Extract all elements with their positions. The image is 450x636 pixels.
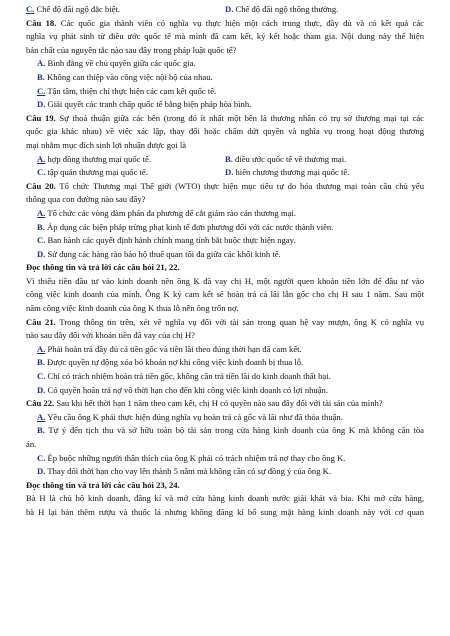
option-text: Áp dụng các biện pháp trừng phạt kinh tế đơn phương đối với các nước thành viên.	[44, 221, 334, 232]
q17-options-row	[26, 3, 424, 17]
option-letter: B.	[37, 357, 45, 368]
q19-option-d	[225, 166, 349, 180]
option-text: điều ước quốc tế về thương mại.	[232, 153, 347, 164]
option-text: Ép buộc những người thân thích của ông K phải có trách nhiệm trả nợ thay cho ông K.	[45, 452, 346, 463]
option-letter: A.	[37, 58, 46, 69]
option-letter: D.	[37, 248, 46, 259]
q22-stem-line-1	[26, 397, 424, 411]
option-text: Tự ý đến tịch thu và sở hữu toàn bộ tài sản trong cửa hàng kinh doanh của ông K mà không cần tòa	[44, 425, 424, 436]
option-letter: B.	[225, 153, 233, 164]
section-heading-23-24: Đọc thông tin và trả lời các câu hỏi 23, 24.	[26, 479, 180, 490]
q19-stem-line-1	[26, 112, 424, 126]
q21-option-a	[26, 343, 424, 357]
q20-option-d	[26, 248, 424, 262]
option-text: hợp đồng thương mại quốc tế.	[45, 153, 151, 164]
question-label: Câu 19.	[26, 112, 56, 123]
option-text: Phải hoàn trả đầy đủ cả tiền gốc và tiền lãi theo đúng thời hạn đã cam kết.	[45, 343, 302, 354]
section1-body-line-3: năm công việc kinh doanh của ông K thua lỗ nên ông trốn nợ.	[26, 303, 239, 314]
question-label: Câu 22.	[26, 398, 55, 409]
option-text: Giải quyết các tranh chấp quốc tế bằng biện pháp hòa bình.	[45, 99, 252, 110]
option-letter: A.	[37, 207, 46, 218]
q18-option-b	[26, 71, 424, 85]
option-text: Bình đẳng về chủ quyền giữa các quốc gia.	[45, 58, 196, 69]
q22-option-b	[26, 424, 424, 438]
option-letter: C.	[37, 167, 46, 178]
q18-option-c	[26, 85, 424, 99]
q18-option-d	[26, 98, 424, 112]
option-letter: C.	[37, 452, 46, 463]
option-letter: C.	[26, 4, 35, 14]
q18-option-a	[26, 57, 424, 71]
question-label: Câu 20.	[26, 180, 56, 191]
q19-stem-line-2: quốc gia khác nhau) về việc xác lập, thay đổi hoặc chấm dứt quyền và nghĩa vụ trong hoạt động thương	[26, 126, 424, 137]
q21-stem-line-1	[26, 316, 424, 330]
q18-stem-line-2: nghĩa vụ phát sinh từ điều ước quốc tế mà mình đã cam kết, ký kết hoặc tham gia. Nội dung này thể hiện	[26, 31, 424, 42]
q17-option-c	[26, 3, 225, 17]
section2-body-line-2: bà H lại bán thêm rượu và thuốc lá nhưng không đăng kí bổ sung mặt hàng kinh doanh này với cơ quan	[26, 506, 424, 517]
stem-text: Tổ chức Thương mại Thế giới (WTO) thực hiện mục tiêu tự do hóa thương mại toàn cầu chủ yếu	[55, 180, 424, 191]
option-letter: D.	[37, 384, 46, 395]
option-letter: D.	[37, 466, 46, 477]
q22-option-c	[26, 452, 424, 466]
question-label: Câu 21.	[26, 316, 56, 327]
option-letter: B.	[37, 71, 45, 82]
option-text: Được quyền tự động xóa bỏ khoản nợ khi công việc kinh doanh bị thua lỗ.	[44, 357, 304, 368]
option-text: Ban hành các quyết định hành chính mang tính bắt buộc thực hiện ngay.	[45, 235, 296, 246]
q22-option-b-continued: án.	[26, 439, 37, 449]
q21-option-b	[26, 356, 424, 370]
option-letter: A.	[37, 343, 46, 354]
question-label: Câu 18.	[26, 17, 57, 28]
q17-option-d	[225, 3, 338, 17]
option-text: Sử dụng các hàng rào bảo hộ thuế quan tối đa giữa các khối kinh tế.	[45, 248, 281, 259]
option-text: tập quán thương mại quốc tế.	[45, 167, 148, 178]
option-text: Yêu cầu ông K phải thực hiện đúng nghĩa vụ hoàn trả cả gốc và lãi như đã thỏa thuận.	[45, 411, 343, 422]
q20-stem-line-2: thông qua con đường nào sau đây?	[26, 194, 146, 205]
q19-stem-line-3: mại nhằm mục đích sinh lợi nhuận được gọi là	[26, 139, 187, 150]
section1-body-line-1: Vì thiếu tiền đầu tư vào kinh doanh nên ông K đã vay chị H, một người quen khoản tiền lớn để đầu tư vào	[26, 275, 424, 286]
q20-option-a	[26, 207, 424, 221]
option-text: Tận tâm, thiện chí thực hiện các cam kết quốc tế.	[45, 85, 217, 96]
stem-text: Các quốc gia thành viên có nghĩa vụ thực hiện một cách trung thực, đầy đủ và có kết quả các	[56, 17, 424, 28]
section-heading-21-22: Đọc thông tin và trả lời các câu hỏi 21, 22.	[26, 262, 180, 273]
section2-body-line-1: Bà H là chủ hộ kinh doanh, đăng kí và mở cửa hàng kinh doanh nước giải khát và bia. Khi mở cửa hàng,	[26, 493, 424, 504]
q20-option-b	[26, 221, 424, 235]
q19-options-row-1	[26, 153, 424, 167]
option-text: hiến chương thương mại quốc tế.	[233, 167, 350, 178]
option-text: Thay đổi thời hạn cho vay lên thành 5 năm mà không cần có sự đồng ý của ông K.	[45, 466, 332, 477]
q19-option-a	[37, 153, 225, 167]
option-letter: C.	[37, 85, 46, 96]
q19-option-b	[225, 153, 346, 167]
option-letter: D.	[37, 99, 46, 110]
stem-text: Sự thoả thuận giữa các bên (trong đó ít nhất một bên là thương nhân có trụ sở thương mại tại các	[55, 112, 424, 123]
option-letter: D.	[225, 4, 234, 14]
q22-option-d	[26, 465, 424, 479]
option-letter: A.	[37, 153, 46, 164]
option-text: Chế độ đãi ngộ thông thường.	[233, 4, 339, 14]
option-letter: B.	[37, 425, 45, 436]
option-letter: C.	[37, 235, 46, 246]
option-letter: C.	[37, 371, 46, 382]
q18-stem-line-3: bản chất của nguyên tắc nào sau đây trong pháp luật quốc tế?	[26, 44, 237, 55]
q19-options-row-2	[26, 166, 424, 180]
option-text: Không can thiệp vào công việc nội bộ của nhau.	[44, 71, 213, 82]
q21-option-c	[26, 370, 424, 384]
q18-stem-line-1	[26, 17, 424, 31]
stem-text: Sau khi hết thời hạn 1 năm theo cam kết, chị H có quyền nào sau đây đối với tài sản của mình?	[54, 398, 383, 409]
q20-option-c	[26, 234, 424, 248]
option-text: Chỉ có trách nhiệm hoàn trả tiền gốc, không cần trả tiền lãi do kinh doanh thất bại.	[45, 371, 331, 382]
option-letter: B.	[37, 221, 45, 232]
q21-stem-line-2: nào sau đây đối với khoản tiền đã vay của chị H?	[26, 330, 195, 341]
q19-option-c	[37, 166, 225, 180]
q20-stem-line-1	[26, 180, 424, 194]
option-text: Có quyền hoãn trả nợ vô thời hạn cho đến khi công việc kinh doanh có lợi nhuận.	[45, 384, 328, 395]
option-text: Tổ chức các vòng đàm phán đa phương để cắt giảm rào cản thương mại.	[45, 207, 296, 218]
section1-body-line-2: công việc kinh doanh của mình. Ông K ký cam kết sẽ hoàn trả cả lãi lẫn gốc cho chị H sau 1 năm. Sau một	[26, 289, 424, 300]
stem-text: Trong thông tin trên, xét về nghĩa vụ đối với tài sản trong quan hệ vay mượn, ông K có nghĩa vụ	[55, 316, 424, 327]
option-letter: D.	[225, 167, 234, 178]
q21-option-d	[26, 384, 424, 398]
q22-option-a	[26, 411, 424, 425]
option-letter: A.	[37, 411, 46, 422]
option-text: Chế độ đãi ngộ đặc biệt.	[34, 4, 121, 14]
